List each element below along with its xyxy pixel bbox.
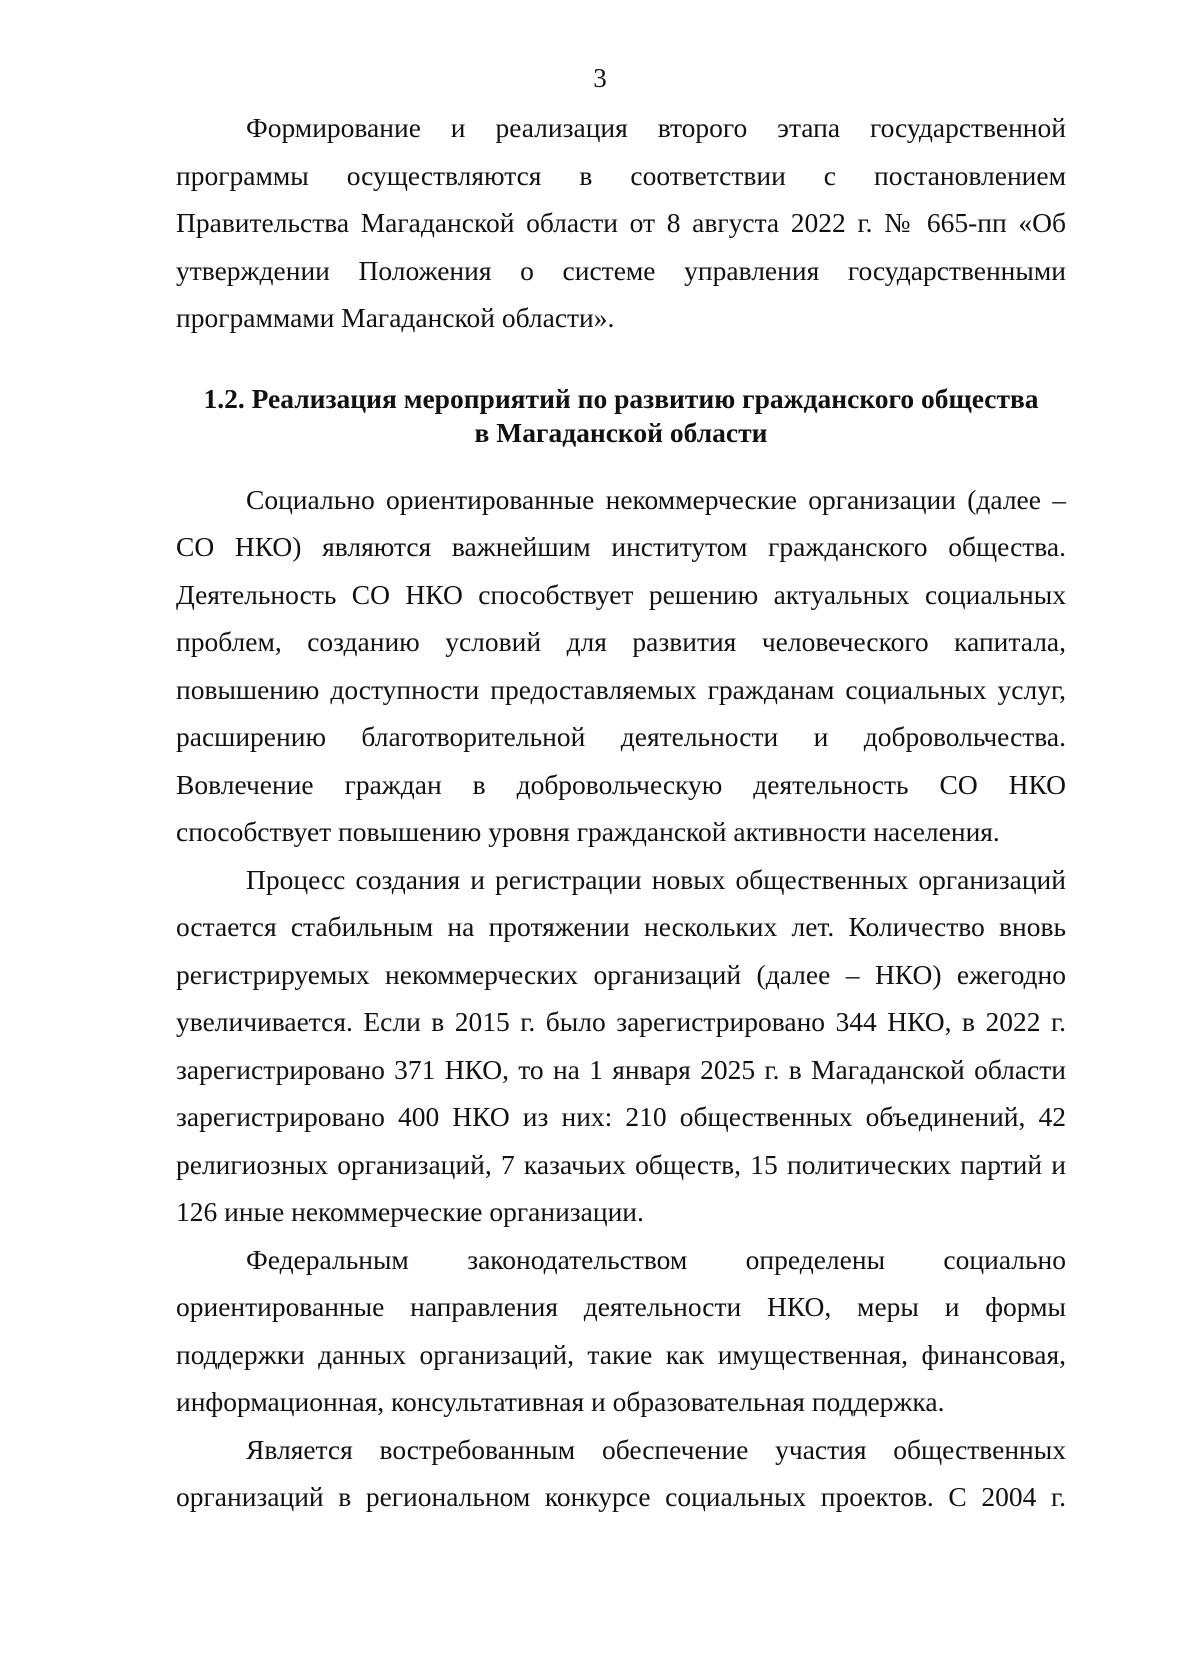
document-body (176, 104, 1066, 1521)
section-heading-line-2: в Магаданской области (474, 416, 768, 448)
page-number: 3 (593, 63, 607, 93)
paragraph-federal-law: Федеральным законодательством определены социально ориентированные направления деятельности НКО, меры и формы поддержки данных организаций, такие как имущественная, финансовая, информационная, консультативная и образовательная поддержка. (176, 1243, 1066, 1417)
paragraph-contest: Является востребованным обеспечение участия общественных организаций в региональном конкурсе социальных проектов. С 2004 г. (176, 1433, 1066, 1512)
paragraph-so-nko: Социально ориентированные некоммерческие организации (далее – СО НКО) являются важнейшим институтом гражданского общества. Деятельность СО НКО способствует решению актуальных социальных проблем, созданию условий для развития человеческого капитала, повышению доступности предоставляемых гражданам социальных услуг, расширению благотворительной деятельности и добровольчества. Вовлечение граждан в добровольческую деятельность СО НКО способствует повышению уровня гражданской активности населения. (176, 483, 1066, 847)
paragraph-registration: Процесс создания и регистрации новых общественных организаций остается стабильным на протяжении нескольких лет. Количество вновь регистрируемых некоммерческих организаций (далее – НКО) ежегодно увеличивается. Если в 2015 г. было зарегистрировано 344 НКО, в 2022 г. зарегистрировано 371 НКО, то на 1 января 2025 г. в Магаданской области зарегистрировано 400 НКО из них: 210 общественных объединений, 42 религиозных организаций, 7 казачьих обществ, 15 политических партий и 126 иные некоммерческие организации. (176, 863, 1066, 1227)
paragraph-intro: Формирование и реализация второго этапа государственной программы осуществляются в соответствии с постановлением Правительства Магаданской области от 8 августа 2022 г. № 665-пп «Об утверждении Положения о системе управления государственными программами Магаданской области». (176, 112, 1066, 333)
section-heading-line-1: 1.2. Реализация мероприятий по развитию гражданского общества (203, 382, 1039, 414)
section-heading (176, 382, 1066, 450)
